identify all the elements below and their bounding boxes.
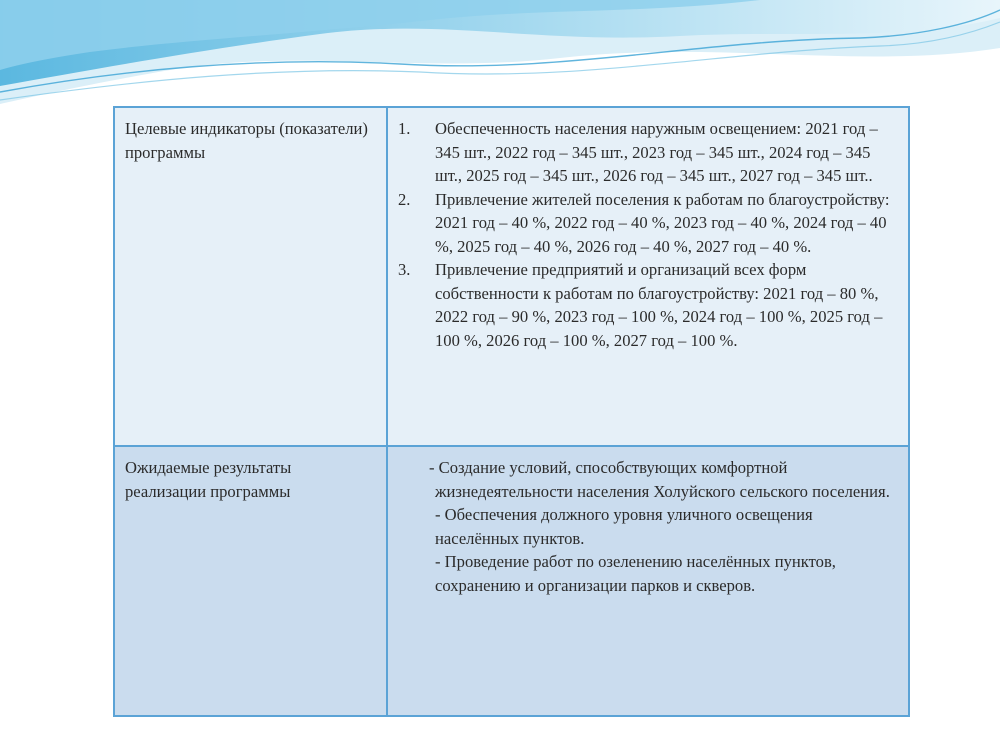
result-item: - Обеспечения должного уровня уличного освещения населённых пунктов. (435, 505, 813, 548)
table-row-results (114, 446, 909, 716)
indicator-number: 3. (398, 260, 411, 279)
indicators-label: Целевые индикаторы (показатели) программы (125, 119, 368, 162)
indicator-text: Обеспеченность населения наружным освещением: 2021 год – 345 шт., 2022 год – 345 шт., 2023 год – 345 шт., 2024 год – 345 шт., 2025 год – 345 шт., 2026 год – 345 шт., 2027 год – 345 шт.. (435, 119, 878, 185)
table-row-indicators (114, 107, 909, 446)
results-label-cell (114, 446, 387, 716)
decorative-wave-header (0, 0, 1000, 120)
indicator-item (398, 188, 900, 259)
indicator-number: 1. (398, 119, 411, 138)
results-content-cell (387, 446, 909, 716)
indicator-text: Привлечение жителей поселения к работам по благоустройству: 2021 год – 40 %, 2022 год – 40 %, 2023 год – 40 %, 2024 год – 40 %, 2025 год – 40 %, 2026 год – 40 %, 2027 год – 40 %. (435, 189, 890, 256)
result-item: - Проведение работ по озеленению населённых пунктов, сохранению и организации парков и скверов. (435, 552, 836, 595)
program-table (113, 106, 910, 717)
indicators-label-cell (114, 107, 387, 446)
indicator-item (398, 117, 900, 188)
indicator-number: 2. (398, 189, 411, 209)
results-label: Ожидаемые результаты реализации программы (125, 458, 292, 501)
indicator-text: Привлечение предприятий и организаций всех форм собственности к работам по благоустройству: 2021 год – 80 %, 2022 год – 90 %, 2023 год – 100 %, 2024 год – 100 %, 2025 год – 100 %, 2026 год – 100 %, 2027 год – 100 %. (435, 260, 883, 350)
indicator-item (398, 258, 900, 352)
results-list (388, 447, 908, 597)
result-item: - Создание условий, способствующих комфортной жизнедеятельности населения Холуйского сельского поселения. (429, 458, 890, 501)
indicators-list (388, 108, 908, 352)
indicators-content-cell (387, 107, 909, 446)
